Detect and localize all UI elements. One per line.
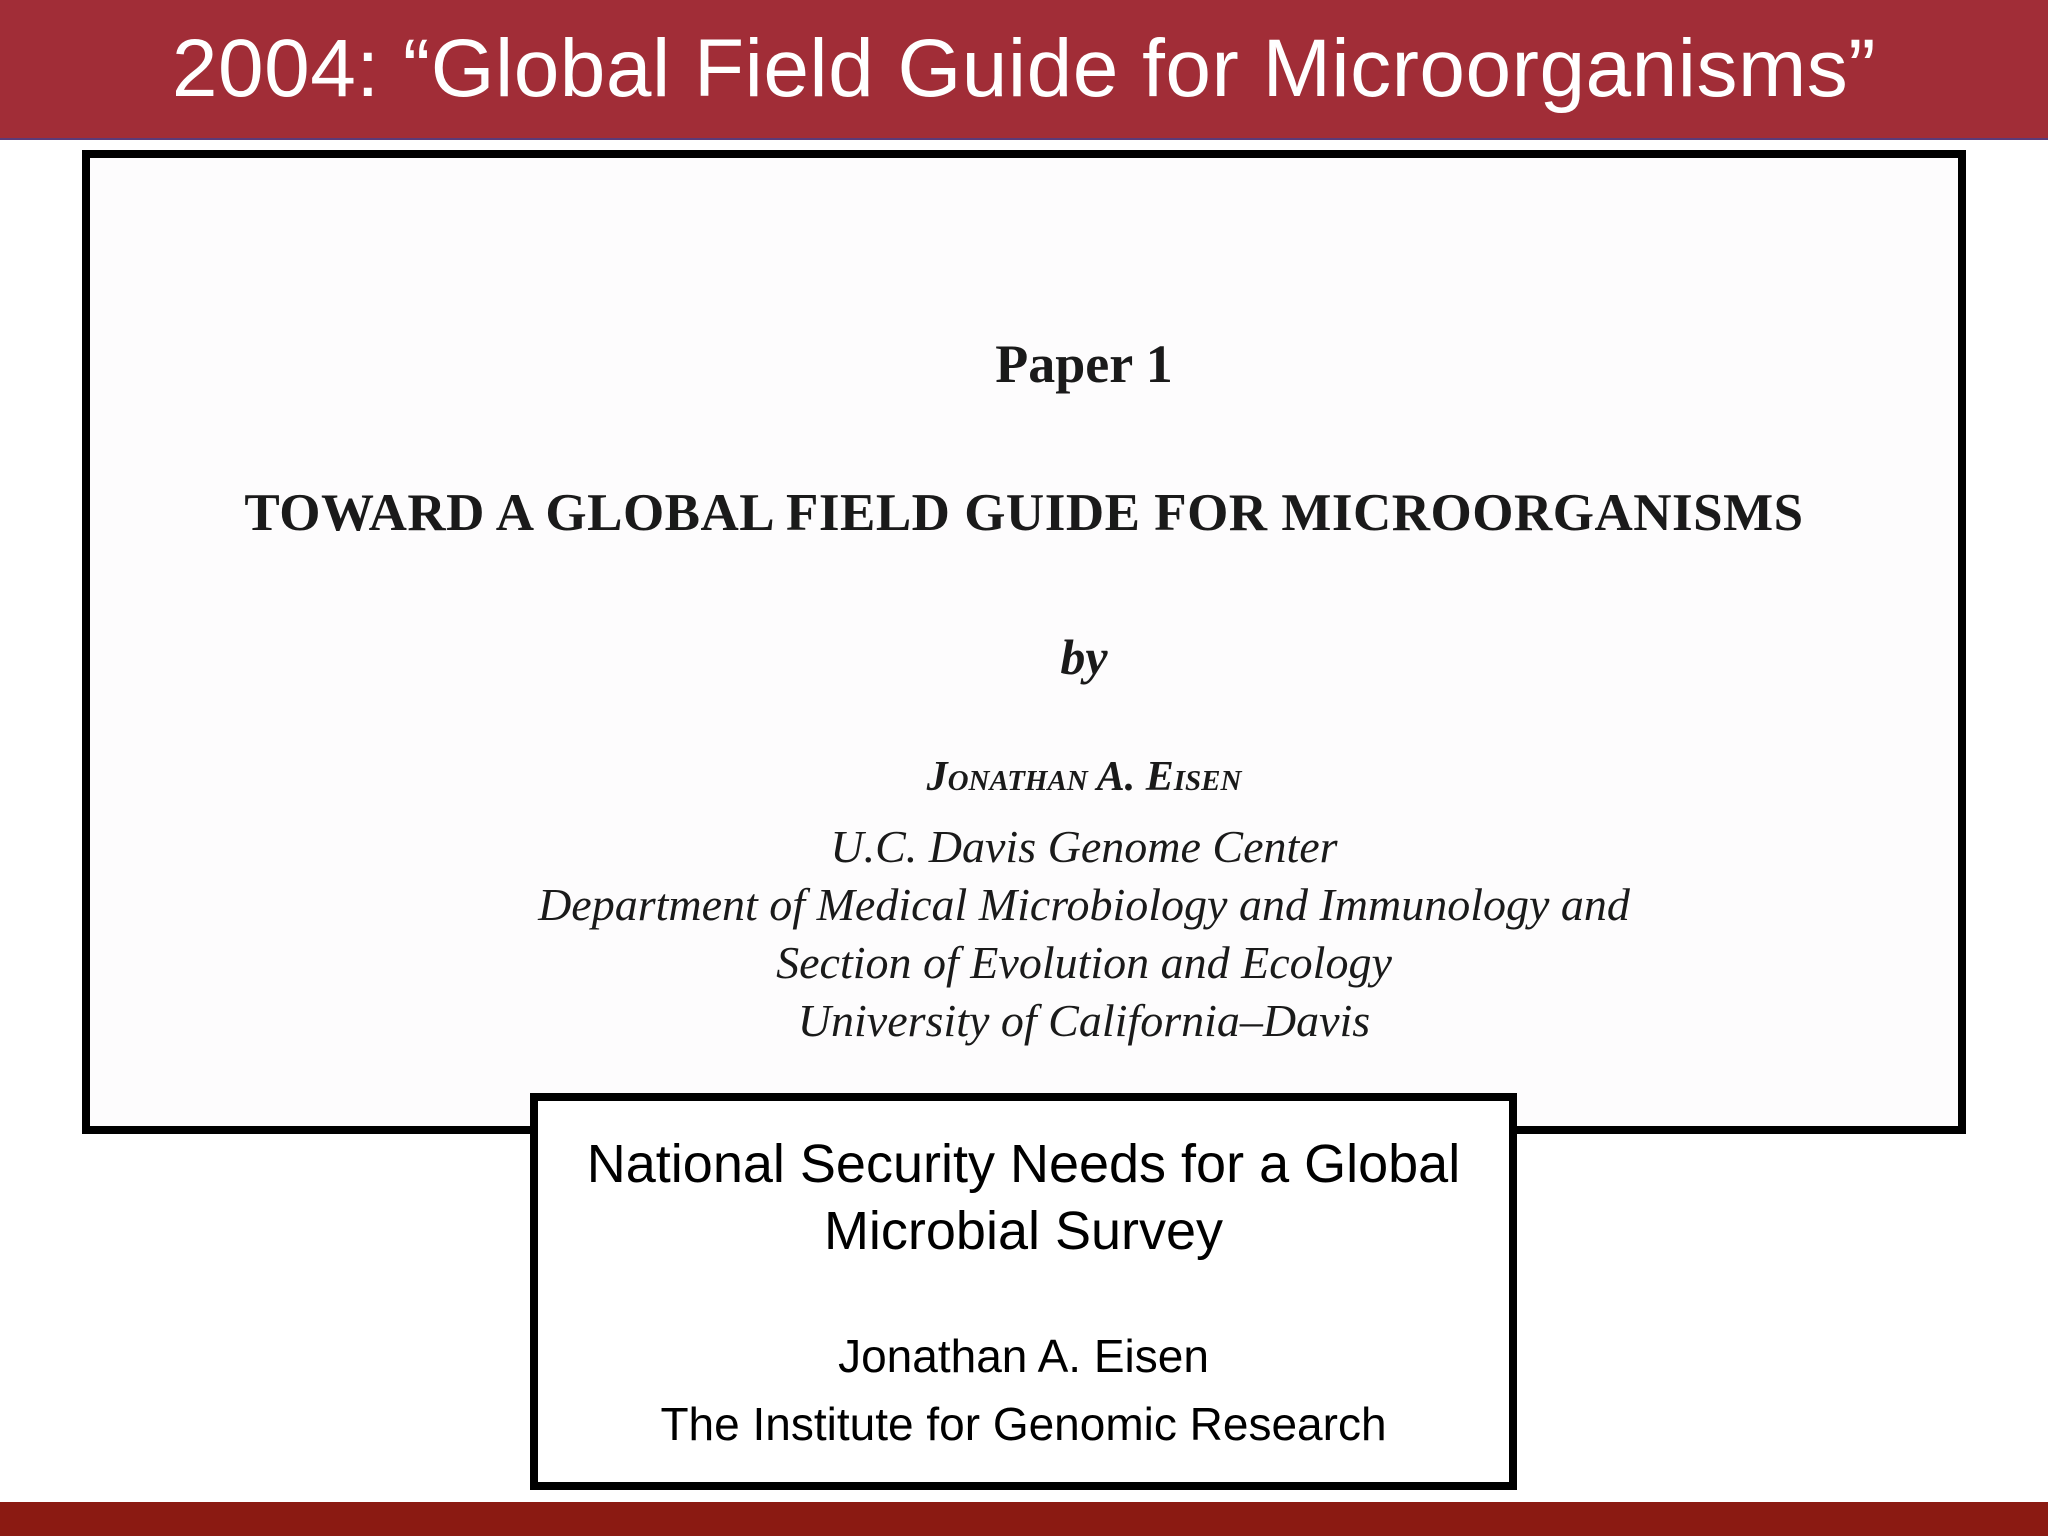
paper-affiliation [90, 818, 1958, 1050]
paper-by: by [1060, 629, 1108, 685]
paper-excerpt [82, 150, 1966, 1134]
paper-title: TOWARD A GLOBAL FIELD GUIDE FOR MICROORGANISMS [244, 484, 1804, 542]
paper-author: Jonathan A. Eisen [926, 754, 1242, 800]
affiliation-line: U.C. Davis Genome Center [830, 821, 1338, 872]
report-title [538, 1131, 1509, 1265]
report-title-line: Microbial Survey [823, 1201, 1224, 1261]
affiliation-line: Department of Medical Microbiology and Immunology and [538, 879, 1630, 930]
slide-title-bar [0, 0, 2048, 140]
report-excerpt [530, 1093, 1517, 1490]
report-author: Jonathan A. Eisen [838, 1330, 1209, 1382]
affiliation-line: Section of Evolution and Ecology [776, 937, 1392, 988]
slide-title: 2004: “Global Field Guide for Microorganisms” [171, 23, 1877, 114]
affiliation-line: University of California–Davis [797, 995, 1371, 1046]
paper-label: Paper 1 [995, 334, 1173, 394]
bottom-bar [0, 1502, 2048, 1536]
report-organization: The Institute for Genomic Research [660, 1398, 1387, 1450]
report-title-line: National Security Needs for a Global [586, 1134, 1461, 1194]
